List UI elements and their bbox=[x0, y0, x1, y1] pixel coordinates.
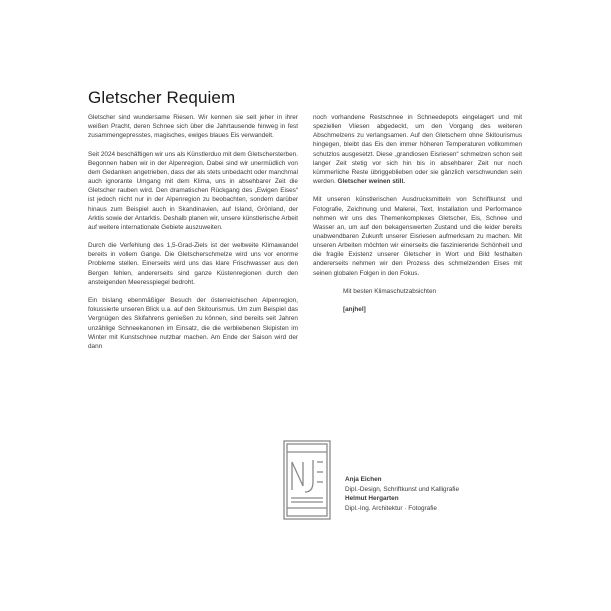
title-part-1: Gletscher bbox=[88, 88, 162, 107]
credit-name-1: Anja Eichen bbox=[345, 476, 382, 483]
left-column bbox=[88, 113, 298, 360]
left-paragraph-1: Gletscher sind wundersame Riesen. Wir kennen sie seit jeher in ihrer weißen Pracht, deren Schnee sich über die Jahrtausende hinweg in fest zusammengepresstes, magisches, ewiges blaues Eis verwandelt. bbox=[88, 114, 298, 140]
greeting: Mit besten Klimaschutzabsichten bbox=[343, 287, 437, 295]
left-paragraph-3: Durch die Verfehlung des 1,5-Grad-Ziels ist der weltweite Klimawandel bereits in vollem Gange. Die Gletscherschmelze wird uns vor enorme Probleme stellen. Einerseits wird uns das klare Frischwasser aus den Bergen fehlen, andererseits sind ganze Küstenregionen durch den ansteigenden Meeresspiegel bedroht. bbox=[88, 242, 298, 286]
right-paragraph-1-text: noch vorhandene Restschnee in Schneedepots eingelagert und mit speziellen Vliesen abgedeckt, um den Vorgang des weiteren Abschmelzens zu verlangsamen. Auf den Gletschern ohne Skitourismus hingegen, bleibt das Eis den immer höheren Temperaturen vollkommen schutzlos ausgesetzt. Diese „grandiosen Eisriesen“ schmelzen schon seit langer Zeit stetig vor sich hin bis in absehbarer Zeit nur noch kümmerliche Reste übriggeblieben oder sie gänzlich verschwunden sein werden. bbox=[313, 114, 522, 186]
title-part-2: Requiem bbox=[166, 88, 236, 107]
right-column bbox=[313, 113, 522, 324]
nj-monogram-logo-icon bbox=[283, 440, 331, 520]
emphasis-statement: Gletscher weinen still. bbox=[337, 178, 406, 186]
left-paragraph-4: Ein bislang ebenmäßiger Besuch der österreichischen Alpenregion, fokussierte unseren Blick u.a. auf den Skitourismus. Um zum Beispiel das Vergnügen des Skifahrens genießen zu können, sind bereits seit Jahren unzählige Schneekanonen im Einsatz, die die verbliebenen Skipisten im Winter mit Kunstschnee nutzbar machen. Am Ende der Saison wird der dann bbox=[88, 297, 298, 350]
credit-name-2: Helmut Hergarten bbox=[345, 495, 399, 503]
signature: [anjhel] bbox=[343, 306, 366, 314]
right-paragraph-2: Mit unseren künstlerischen Ausdrucksmitteln von Schriftkunst und Fotografie, Zeichnung und Malerei, Text, Installation und Performance nehmen wir uns des Themenkomplexes Gletscher, Eis, Schnee und Wasser an, um auf den bekagenswerten Zustand und die leider bereits unabwendbaren Zukunft unserer Eisriesen aufmerksam zu machen. Mit unseren Arbeiten möchten wir einerseits die faszinierende Schönheit und die fragile Existenz unserer Gletscher in Wort und Bild festhalten andererseits nehmen wir den Prozess des schmelzenden Eises mit seinen globalen Folgen in den Fokus. bbox=[313, 196, 522, 277]
right-paragraph-1 bbox=[313, 113, 522, 186]
credit-role-1: Dipl.-Design, Schriftkunst und Kalligrafie bbox=[345, 485, 460, 493]
page-title bbox=[88, 88, 235, 108]
left-paragraph-2: Seit 2024 beschäftigen wir uns als Künstlerduo mit dem Gletschersterben. Begonnen haben wir in der Alpenregion. Dabei sind wir unermüdlich von dem Gedanken angetrieben, dass der als stets unbedacht oder manchmal auch ignorante Umgang mit dem Klima, uns in absehbarer Zeit die Gletscher rauben wird. Den dramatischen Rückgang des „Ewigen Eises“ ist jedoch nicht nur in der Alpenregion zu beobachten, sondern darüber hinaus zum Beispiel auch in Skandinavien, auf Island, Grönland, der Arktis sowie der Antarktis. Deshalb planen wir, unsere künstlerische Arbeit auf weitere internationale Gebiete auszuweiten. bbox=[88, 150, 298, 231]
credits bbox=[345, 475, 525, 513]
credit-role-2: Dipl.-Ing. Architektur · Fotografie bbox=[345, 504, 437, 512]
